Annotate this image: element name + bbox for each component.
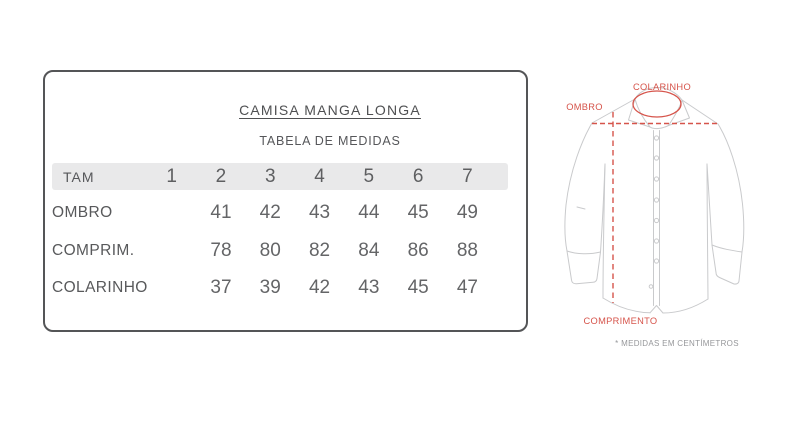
measurement-cell: 42 xyxy=(259,202,281,223)
measurement-cell: 39 xyxy=(259,277,281,298)
measurement-cell: 82 xyxy=(308,240,331,261)
measurement-cell: 45 xyxy=(407,277,429,298)
length-label: COMPRIMENTO xyxy=(583,316,658,326)
measurement-cell: 80 xyxy=(259,240,281,261)
row-label: OMBRO xyxy=(52,204,113,221)
measurement-cell: 42 xyxy=(308,277,331,298)
size-header-cell: 6 xyxy=(412,165,424,187)
size-chart-card xyxy=(43,70,528,332)
shirt-measurement-diagram xyxy=(540,60,800,370)
collar-measure-ellipse xyxy=(633,91,681,117)
measurement-cell: 43 xyxy=(358,277,380,298)
row-label: COLARINHO xyxy=(52,279,148,296)
measurement-cell: 45 xyxy=(407,202,429,223)
shirt-diagram-svg xyxy=(540,60,800,370)
row-label: COMPRIM. xyxy=(52,242,135,259)
units-footnote: * MEDIDAS EM CENTÍMETROS xyxy=(615,339,739,348)
size-header-cell: 5 xyxy=(363,165,375,187)
size-header-cell: 4 xyxy=(314,165,325,187)
measurement-cell: 49 xyxy=(456,202,478,223)
size-header-label: TAM xyxy=(63,168,95,185)
size-header-cell: 1 xyxy=(166,165,177,187)
measurement-cell: 84 xyxy=(358,240,380,261)
measurement-cell: 44 xyxy=(358,202,380,223)
measurement-cell: 37 xyxy=(210,277,232,298)
measurement-row-shoulder xyxy=(52,199,508,227)
chart-subtitle: TABELA DE MEDIDAS xyxy=(259,134,401,148)
measurement-cell: 47 xyxy=(456,277,478,298)
shoulder-label: OMBRO xyxy=(566,102,603,112)
chart-title: CAMISA MANGA LONGA xyxy=(239,102,421,118)
size-header-cell: 7 xyxy=(462,165,473,187)
size-header-cell: 3 xyxy=(264,165,276,187)
shirt-outline xyxy=(565,88,744,314)
measurement-cell: 78 xyxy=(210,240,232,261)
measurement-row-length xyxy=(52,237,508,265)
size-header-cell: 2 xyxy=(215,165,227,187)
size-header-row xyxy=(52,163,508,190)
measurement-row-collar xyxy=(52,274,508,302)
measurement-cell: 86 xyxy=(407,240,429,261)
measurement-cell: 88 xyxy=(456,240,478,261)
measurement-cell: 41 xyxy=(210,202,232,223)
collar-label: COLARINHO xyxy=(633,82,691,92)
measurement-cell: 43 xyxy=(308,202,331,223)
